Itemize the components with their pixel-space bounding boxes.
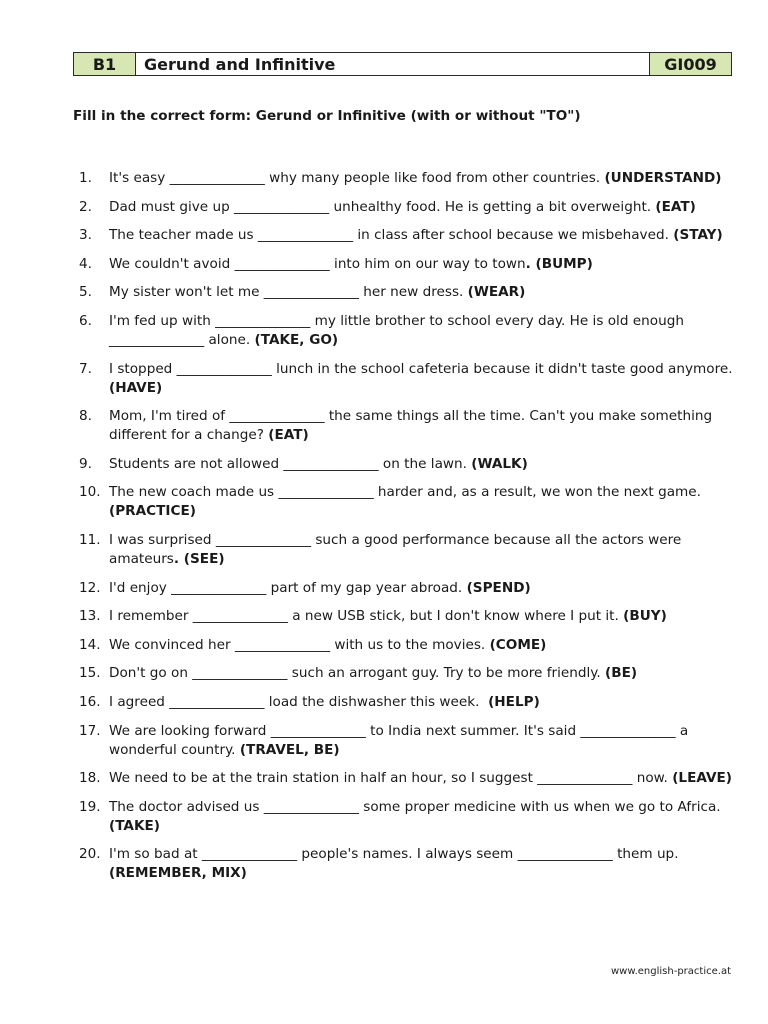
exercise-number: 4. bbox=[79, 255, 92, 272]
exercise-hint: . (BUMP) bbox=[525, 255, 593, 272]
exercise-sentence: Don't go on ______________ such an arrogant guy. Try to be more friendly. (BE) bbox=[109, 665, 638, 682]
exercise-sentence: The new coach made us ______________ harder and, as a result, we won the next game. (PRACTICE) bbox=[109, 484, 706, 520]
exercise-sentence: Dad must give up ______________ unhealthy food. He is getting a bit overweight. (EAT) bbox=[109, 198, 696, 215]
exercise-number: 2. bbox=[79, 198, 92, 215]
exercise-number: 16. bbox=[79, 693, 101, 710]
exercise-number: 10. bbox=[79, 484, 101, 501]
exercise-sentence: We couldn't avoid ______________ into him on our way to town. (BUMP) bbox=[109, 255, 593, 272]
exercise-sentence: We are looking forward ______________ to India next summer. It's said ______________ a wonderful country. (TRAVEL, BE) bbox=[109, 722, 693, 758]
exercise-item bbox=[73, 407, 738, 445]
exercise-hint: (WEAR) bbox=[467, 284, 526, 301]
exercise-item bbox=[73, 198, 738, 217]
exercise-hint: (HELP) bbox=[488, 693, 540, 710]
exercise-item bbox=[73, 722, 738, 760]
exercise-hint: (WALK) bbox=[471, 455, 528, 472]
exercise-item bbox=[73, 693, 738, 712]
exercise-hint: (SPEND) bbox=[466, 579, 531, 596]
worksheet-header bbox=[73, 52, 732, 76]
exercise-number: 19. bbox=[79, 798, 101, 815]
exercise-hint: (HAVE) bbox=[109, 379, 163, 396]
exercise-hint: (COME) bbox=[489, 636, 547, 653]
exercise-item bbox=[73, 360, 738, 398]
exercise-item bbox=[73, 226, 738, 245]
exercise-hint: (UNDERSTAND) bbox=[604, 170, 722, 186]
exercise-item bbox=[73, 579, 738, 598]
exercise-item bbox=[73, 607, 738, 626]
exercise-hint: (TRAVEL, BE) bbox=[239, 741, 340, 758]
exercise-sentence: Mom, I'm tired of ______________ the same things all the time. Can't you make something different for a change? (EAT) bbox=[109, 408, 717, 444]
exercise-number: 18. bbox=[79, 770, 101, 787]
worksheet-title: Gerund and Infinitive bbox=[136, 53, 650, 75]
exercise-item bbox=[73, 845, 738, 883]
exercise-hint: (EAT) bbox=[268, 427, 309, 444]
exercise-item bbox=[73, 483, 738, 521]
worksheet-code: GI009 bbox=[650, 53, 731, 75]
exercise-item bbox=[73, 283, 738, 302]
exercise-sentence: I'd enjoy ______________ part of my gap year abroad. (SPEND) bbox=[109, 579, 531, 596]
exercise-sentence: It's easy ______________ why many people like food from other countries. (UNDERSTAND) bbox=[109, 170, 722, 186]
exercise-number: 17. bbox=[79, 722, 101, 739]
footer-url: www.english-practice.at bbox=[610, 966, 731, 977]
exercise-hint: (REMEMBER, MIX) bbox=[109, 865, 247, 882]
exercise-list bbox=[73, 169, 738, 893]
exercise-sentence: I remember ______________ a new USB stick, but I don't know where I put it. (BUY) bbox=[109, 608, 667, 625]
exercise-item bbox=[73, 169, 738, 188]
exercise-hint: (BUY) bbox=[623, 608, 667, 625]
exercise-sentence: The teacher made us ______________ in class after school because we misbehaved. (STAY) bbox=[109, 227, 723, 244]
exercise-sentence: I stopped ______________ lunch in the school cafeteria because it didn't taste good anymore. (HAVE) bbox=[109, 360, 737, 396]
exercise-number: 3. bbox=[79, 227, 92, 244]
exercise-sentence: I agreed ______________ load the dishwasher this week. (HELP) bbox=[109, 693, 540, 710]
exercise-number: 5. bbox=[79, 284, 92, 301]
exercise-hint: (TAKE) bbox=[109, 817, 160, 834]
exercise-number: 9. bbox=[79, 455, 92, 472]
exercise-hint: (PRACTICE) bbox=[109, 503, 196, 520]
exercise-sentence: We convinced her ______________ with us to the movies. (COME) bbox=[109, 636, 547, 653]
exercise-item bbox=[73, 312, 738, 350]
exercise-sentence: My sister won't let me ______________ her new dress. (WEAR) bbox=[109, 284, 526, 301]
exercise-sentence: I'm fed up with ______________ my little brother to school every day. He is old enough ______________ alone. (TAKE, GO) bbox=[109, 312, 689, 348]
exercise-number: 20. bbox=[79, 846, 101, 863]
exercise-number: 11. bbox=[79, 531, 101, 548]
exercise-hint: . (SEE) bbox=[173, 550, 225, 567]
exercise-item bbox=[73, 455, 738, 474]
exercise-hint: (LEAVE) bbox=[672, 770, 732, 787]
exercise-number: 1. bbox=[79, 170, 92, 186]
exercise-number: 13. bbox=[79, 608, 101, 625]
exercise-sentence: I'm so bad at ______________ people's names. I always seem ______________ them up. (REMEMBER, MIX) bbox=[109, 846, 683, 882]
exercise-number: 6. bbox=[79, 312, 92, 329]
instruction-text: Fill in the correct form: Gerund or Infinitive (with or without "TO") bbox=[73, 108, 581, 124]
exercise-sentence: I was surprised ______________ such a good performance because all the actors were amateurs. (SEE) bbox=[109, 531, 686, 567]
exercise-hint: (EAT) bbox=[655, 198, 696, 215]
exercise-item bbox=[73, 664, 738, 683]
exercise-number: 14. bbox=[79, 636, 101, 653]
exercise-number: 12. bbox=[79, 579, 101, 596]
exercise-sentence: Students are not allowed ______________ on the lawn. (WALK) bbox=[109, 455, 528, 472]
exercise-item bbox=[73, 255, 738, 274]
exercise-sentence: We need to be at the train station in half an hour, so I suggest ______________ now. (LEAVE) bbox=[109, 770, 732, 787]
exercise-hint: (TAKE, GO) bbox=[254, 331, 339, 348]
exercise-item bbox=[73, 769, 738, 788]
exercise-number: 7. bbox=[79, 360, 92, 377]
exercise-sentence: The doctor advised us ______________ some proper medicine with us when we go to Africa. (TAKE) bbox=[109, 798, 725, 834]
exercise-number: 15. bbox=[79, 665, 101, 682]
exercise-item bbox=[73, 636, 738, 655]
level-cell: B1 bbox=[74, 53, 136, 75]
exercise-number: 8. bbox=[79, 408, 92, 425]
exercise-item bbox=[73, 798, 738, 836]
exercise-hint: (STAY) bbox=[673, 227, 723, 244]
exercise-hint: (BE) bbox=[605, 665, 638, 682]
exercise-item bbox=[73, 531, 738, 569]
